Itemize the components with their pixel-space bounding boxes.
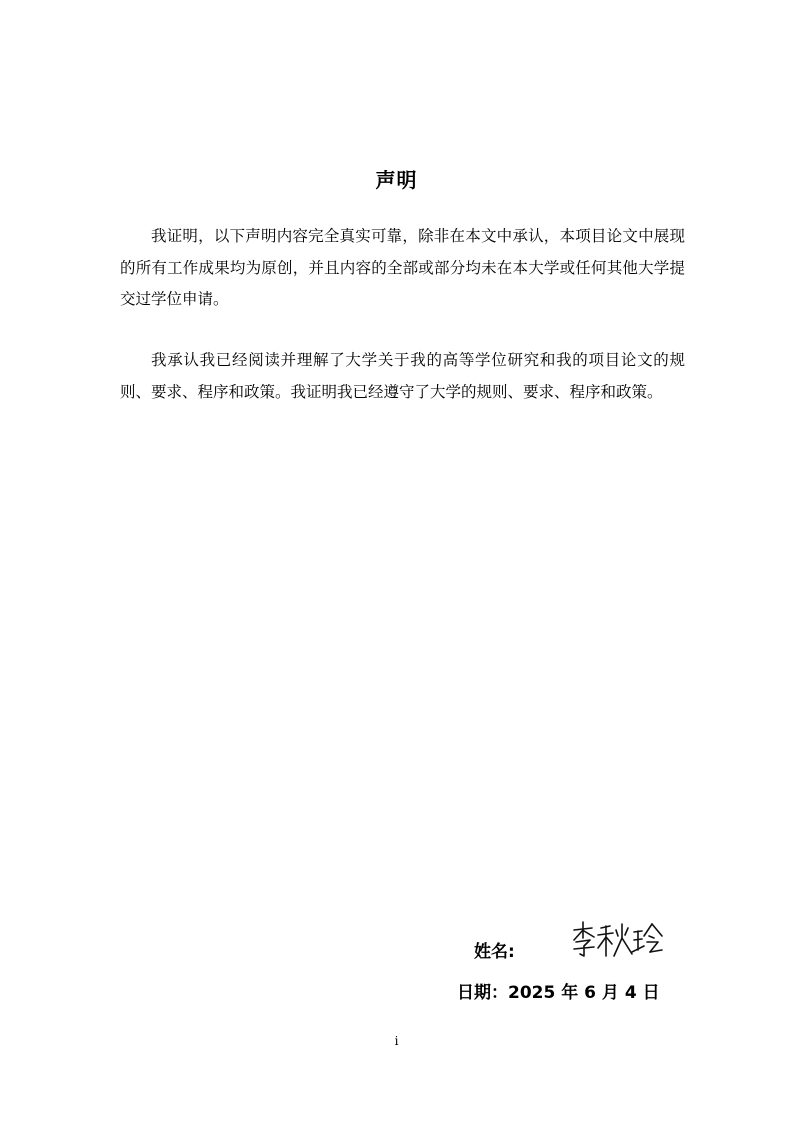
declaration-paragraph-2: 我承认我已经阅读并理解了大学关于我的高等学位研究和我的项目论文的规则、要求、程序和政策。我证明我已经遵守了大学的规则、要求、程序和政策。 bbox=[120, 351, 685, 401]
handwritten-signature bbox=[568, 918, 664, 962]
page-title: 声明 bbox=[375, 168, 418, 192]
page-number: i bbox=[394, 1034, 399, 1048]
name-label: 姓名: bbox=[474, 942, 515, 962]
date-line: 日期：2025 年 6 月 4 日 bbox=[457, 983, 660, 1003]
declaration-paragraph-1: 我证明，以下声明内容完全真实可靠，除非在本文中承认，本项目论文中展现的所有工作成果均为原创，并且内容的全部或部分均未在本大学或任何其他大学提交过学位申请。 bbox=[120, 227, 685, 308]
